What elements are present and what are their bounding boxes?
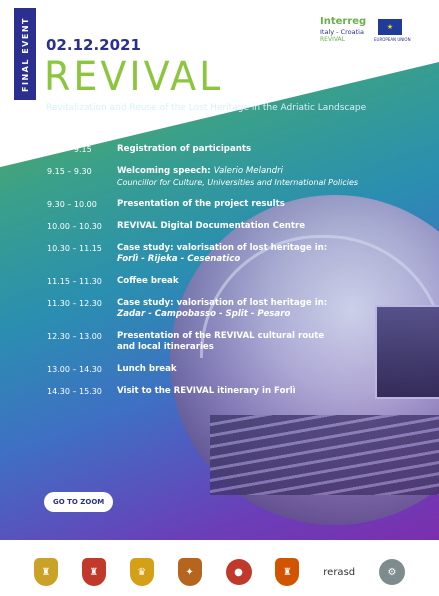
event-subtitle: Revitalization and Reuse of the Lost Heritage in the Adriatic Landscape <box>46 103 367 113</box>
program-time: 10.00 – 10.30 <box>47 222 102 231</box>
crest-icon: ● <box>226 559 252 585</box>
go-to-zoom-button[interactable]: GO TO ZOOM <box>44 492 113 512</box>
program-title: Registration of participants <box>117 144 252 154</box>
program-time: 14.30 – 15.30 <box>47 387 102 396</box>
eu-caption: EUROPEAN UNION <box>374 37 411 42</box>
crest-icon: ♜ <box>34 558 58 586</box>
program-row <box>47 199 417 210</box>
interreg-logo <box>312 16 432 46</box>
theatre-seats <box>210 415 439 495</box>
program-time: 12.30 – 13.00 <box>47 332 102 341</box>
program-row <box>47 221 417 232</box>
program-row <box>47 276 417 287</box>
crest-icon: ✦ <box>178 558 202 586</box>
crest-icon: ♛ <box>130 558 154 586</box>
program-row <box>47 243 417 265</box>
program-title-line2: and local itineraries <box>117 342 214 352</box>
speaker-name: Valerio Melandri <box>213 166 284 176</box>
seal-icon: ⚙ <box>379 559 405 585</box>
program-row <box>47 364 417 375</box>
speaker-role: Councillor for Culture, Universities and International Policies <box>117 178 359 187</box>
program-time: 11.15 – 11.30 <box>47 277 102 286</box>
program-title: Welcoming speech: <box>117 166 211 176</box>
program-time: 9.30 – 10.00 <box>47 200 97 209</box>
program-title: Lunch break <box>117 364 177 374</box>
program-title: Presentation of the project results <box>117 199 285 209</box>
program-row <box>47 331 417 353</box>
case-study-cities: Forlì - Rijeka - Cesenatico <box>117 254 241 264</box>
event-date: 02.12.2021 <box>46 36 141 54</box>
program-title: Case study: valorisation of lost heritage in: <box>117 298 328 308</box>
eu-flag-icon: ★ <box>378 19 402 35</box>
rerasd-text: rerasd <box>323 566 356 578</box>
program-title: Presentation of the REVIVAL cultural route <box>117 331 325 341</box>
case-study-cities: Zadar - Campobasso - Split - Pesaro <box>117 309 291 319</box>
program-title: Case study: valorisation of lost heritage in: <box>117 243 328 253</box>
partner-logos <box>0 548 439 596</box>
program-row <box>47 298 417 320</box>
program-title: REVIVAL Digital Documentation Centre <box>117 221 306 231</box>
program-time: 9.00 – 9.15 <box>47 145 92 154</box>
program-title: Visit to the REVIVAL itinerary in Forlì <box>117 386 296 396</box>
program-time: 13.00 – 14.30 <box>47 365 102 374</box>
rerasd-logo <box>323 567 355 578</box>
program-time: 9.15 – 9.30 <box>47 167 92 176</box>
interreg-name: Interreg <box>320 16 367 27</box>
final-event-label: FINAL EVENT <box>20 16 30 92</box>
program-title: Coffee break <box>117 276 179 286</box>
crest-icon: ♜ <box>275 558 299 586</box>
program-row <box>47 386 417 397</box>
program-time: 10.30 – 11.15 <box>47 244 102 253</box>
event-title: REVIVAL <box>44 53 224 100</box>
interreg-region: Italy - Croatia <box>320 28 364 36</box>
crest-icon: ♜ <box>82 558 106 586</box>
program-time: 11.30 – 12.30 <box>47 299 102 308</box>
interreg-project: REVIVAL <box>320 36 346 43</box>
program-list <box>47 144 417 408</box>
program-row <box>47 166 417 188</box>
program-row <box>47 144 417 155</box>
final-event-tab <box>14 8 36 100</box>
